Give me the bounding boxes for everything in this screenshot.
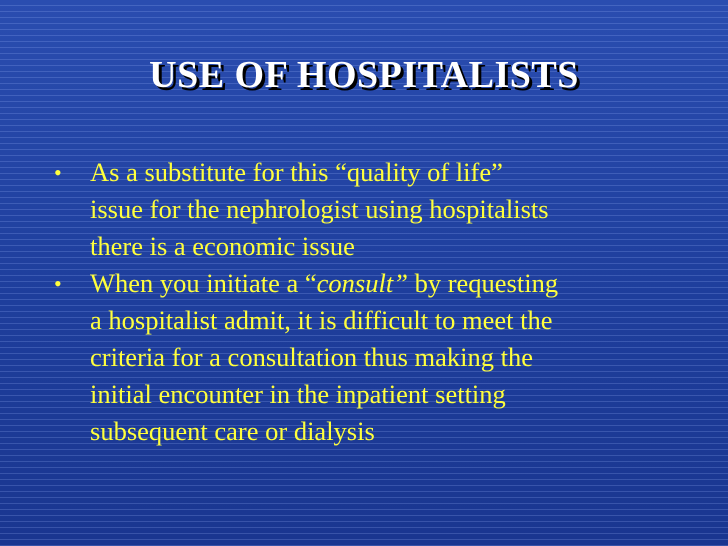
slide-title: USE OF HOSPITALISTS — [149, 54, 579, 96]
bullet-text-line: issue for the nephrologist using hospitalists — [90, 194, 549, 224]
bullet-item-economic-issue — [54, 154, 694, 265]
bullet-text-line: initial encounter in the inpatient setting — [90, 379, 506, 409]
bullet-text-segment: by requesting — [407, 268, 559, 298]
bullet-dot-icon: • — [54, 160, 62, 185]
bullet-text-italic: consult” — [316, 268, 408, 298]
bullet-text-line: a hospitalist admit, it is difficult to meet the — [90, 305, 553, 335]
bullet-text-segment: When you initiate a “ — [90, 268, 317, 298]
bullet-text-line: there is a economic issue — [90, 231, 355, 261]
bullet-text-line: criteria for a consultation thus making the — [90, 342, 534, 372]
bullet-dot-icon: • — [54, 271, 62, 296]
bullet-text-line: As a substitute for this “quality of life” — [90, 157, 503, 187]
bullet-item-consult — [54, 265, 694, 450]
bullet-text-line: subsequent care or dialysis — [90, 416, 375, 446]
bullet-list — [54, 154, 694, 450]
